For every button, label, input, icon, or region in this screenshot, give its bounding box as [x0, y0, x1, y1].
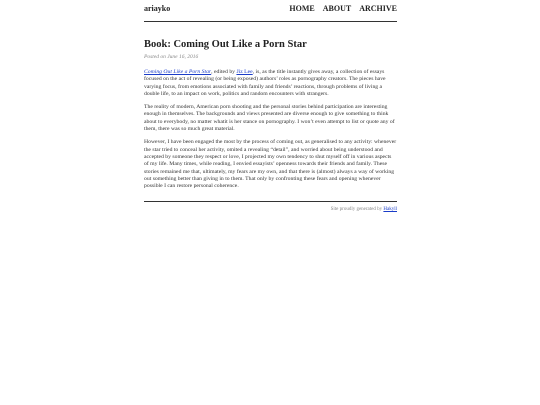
post-paragraph-2: The reality of modern, American porn shooting and the personal stories behind participation are interesting enough in themselves. The backgrounds and views presented are diverse enough to give something to think about to everybody, no matter whatit is her stance on pornography. I won’t even attempt to list or quote any of them, there was so much great material.: [144, 104, 395, 133]
nav-about-link[interactable]: ABOUT: [322, 4, 352, 13]
page-container: [144, 4, 397, 212]
nav-home-link[interactable]: HOME: [289, 4, 315, 13]
hakyll-link[interactable]: Hakyll: [383, 207, 397, 213]
paragraph-text: , is, as the title instantly gives away, a collection of essays focused on the act of revealing (or being exposed) authors’ roles as pornography creators. The pieces have varying focus, from emotions associated with family and friends’ reactions, through problems of living a double life, to an impact on work, politics and random encounters with strangers.: [144, 69, 386, 97]
blog-post: [144, 39, 397, 190]
post-date: Posted on June 16, 2016: [144, 54, 199, 60]
main-nav: [289, 4, 397, 13]
editor-link[interactable]: Jiz Lee: [236, 69, 253, 75]
paragraph-text: , edited by: [211, 69, 237, 75]
post-paragraph-3: However, I have been engaged the most by the process of coming out, as generalised to any activity: whenever the star tried to conceal her activity, omited a revealing “detail”, and worried about being understood and accepted by someone they respect or love, I projected my own tendency to shut myself off in various aspects of my life. Many times, while reading, I envied essayists’ openness towards their friends and family. These stories remained me that, ultimately, my fears are my own, and that there is (almost) always a way of working out something better than giving in to them. That only by confronting these fears and opening whenever possible I can restore personal coherence.: [144, 139, 397, 190]
post-title: Book: Coming Out Like a Porn Star: [144, 39, 307, 50]
site-title-link[interactable]: ariayko: [144, 4, 171, 13]
nav-archive-link[interactable]: ARCHIVE: [359, 4, 397, 13]
book-title-link[interactable]: Coming Out Like a Porn Star: [144, 69, 212, 75]
site-footer: [144, 201, 397, 212]
footer-text: Site proudly generated by: [330, 207, 384, 213]
post-paragraph-1: [144, 69, 397, 98]
site-header: [144, 4, 397, 22]
